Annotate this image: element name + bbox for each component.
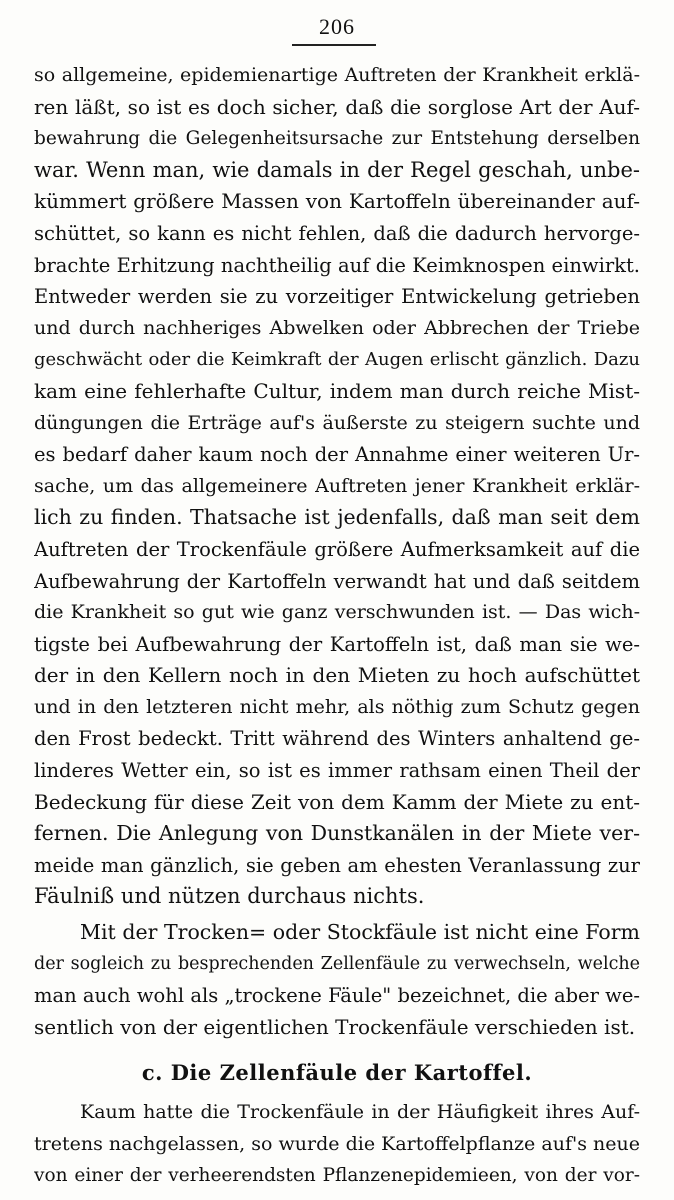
text-line: fernen. Die Anlegung von Dunstkanälen in der Miete ver- [34,821,640,846]
text-line: sentlich von der eigentlichen Trockenfäule verschieden ist. [34,1014,636,1039]
text-line: bewahrung die Gelegenheitsursache zur Entstehung derselben [34,128,640,150]
text-line: tigste bei Aufbewahrung der Kartoffeln ist, daß man sie we- [34,632,640,656]
paragraph-3 [34,1097,640,1192]
text-line: linderes Wetter ein, so ist es immer rathsam einen Theil der [34,759,640,783]
text-line: war. Wenn man, wie damals in der Regel geschah, unbe- [34,157,640,182]
text-line: düngungen die Erträge auf's äußerste zu steigern suchte und [34,411,640,434]
text-line: kümmert größere Massen von Kartoffeln übereinander auf- [34,189,640,214]
text-line: Mit der Trocken= oder Stockfäule ist nicht eine Form [80,920,640,945]
text-line: der sogleich zu besprechenden Zellenfäule zu verwechseln, welche [34,953,640,974]
text-line: und in den letzteren nicht mehr, als nöthig zum Schutz gegen [34,695,640,718]
text-line: Kaum hatte die Trockenfäule in der Häufigkeit ihres Auf- [80,1101,640,1123]
text-line: kam eine fehlerhafte Cultur, indem man durch reiche Mist- [34,378,640,403]
text-line: schüttet, so kann es nicht fehlen, daß die dadurch hervorge- [34,221,640,245]
text-line: der in den Kellern noch in den Mieten zu hoch aufschüttet [34,663,640,688]
text-line: geschwächt oder die Keimkraft der Augen erlischt gänzlich. Dazu [34,349,640,371]
section-heading: c. Die Zellenfäule der Kartoffel. [141,1060,533,1086]
text-line: sache, um das allgemeinere Auftreten jener Krankheit erklär- [34,474,640,497]
text-line: die Krankheit so gut wie ganz verschwunden ist. — Das wich- [34,601,640,624]
text-line: lich zu finden. Thatsache ist jedenfalls, daß man seit dem [34,505,640,530]
text-line: Fäulniß und nützen durchaus nichts. [34,884,425,909]
text-line: Auftreten der Trockenfäule größere Aufmerksamkeit auf die [34,537,640,561]
header-rule [292,44,376,46]
text-line: den Frost bedeckt. Tritt während des Winters anhaltend ge- [34,727,640,751]
text-line: brachte Erhitzung nachtheilig auf die Keimknospen einwirkt. [34,253,640,277]
text-line: so allgemeine, epidemienartige Auftreten der Krankheit erklä- [34,64,640,86]
text-line: Entweder werden sie zu vorzeitiger Entwickelung getrieben [34,285,640,309]
text-line: es bedarf daher kaum noch der Annahme einer weiteren Ur- [34,443,640,467]
page-number: 206 [319,14,355,39]
text-line: Bedeckung für diese Zeit von dem Kamm der Miete zu ent- [34,789,640,814]
text-line: von einer der verheerendsten Pflanzenepidemieen, von der vor- [34,1165,640,1187]
paragraph-2 [34,917,640,1043]
paragraph-1 [34,60,640,913]
text-line: und durch nachheriges Abwelken oder Abbrechen der Triebe [34,316,640,339]
text-line: ren läßt, so ist es doch sicher, daß die sorglose Art der Auf- [34,94,640,119]
text-line: man auch wohl als „trockene Fäule" bezeichnet, die aber we- [34,984,640,1008]
text-line: Aufbewahrung der Kartoffeln verwandt hat und daß seitdem [34,569,640,593]
text-line: tretens nachgelassen, so wurde die Kartoffelpflanze auf's neue [34,1132,640,1155]
text-line: meide man gänzlich, sie geben am ehesten Veranlassung zur [34,853,640,877]
body-text [34,60,640,1192]
